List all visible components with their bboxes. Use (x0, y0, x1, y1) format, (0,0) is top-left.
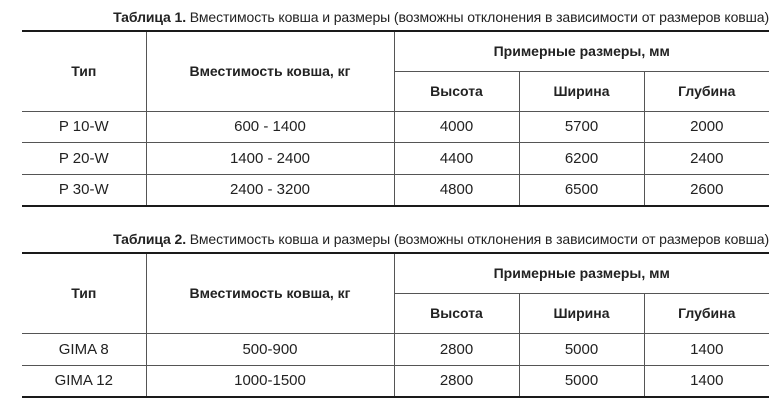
table-2-cell-width: 5000 (519, 333, 644, 365)
table-2-cell-depth: 1400 (644, 365, 769, 397)
table-1-cell-capacity: 1400 - 2400 (146, 142, 394, 174)
table-1-cell-depth: 2000 (644, 111, 769, 142)
table-1-cell-height: 4000 (394, 111, 519, 142)
table-2-header-capacity: Вместимость ковша, кг (146, 253, 394, 333)
table-1-caption-prefix: Таблица 1. (113, 9, 186, 25)
table-1-cell-width: 6200 (519, 142, 644, 174)
table-2-cell-depth: 1400 (644, 333, 769, 365)
table-1-cell-width: 6500 (519, 174, 644, 206)
table-2-cell-type: GIMA 8 (58, 340, 109, 358)
table-2-block (22, 228, 769, 398)
table-1-cell-type: P 20-W (22, 142, 146, 174)
table-2-cell-capacity: 1000-1500 (146, 365, 394, 397)
table-row (22, 365, 769, 397)
table-row (22, 174, 769, 206)
table-1-header-width: Ширина (519, 71, 644, 111)
table-2-header-width: Ширина (519, 293, 644, 333)
table-1-cell-type: P 10-W (58, 118, 109, 135)
table-1-cell-height: 4400 (394, 142, 519, 174)
table-1-cell-type: P 30-W (22, 174, 146, 206)
table-2-cell-height: 2800 (394, 333, 519, 365)
table-1-block (22, 6, 769, 207)
table-1-caption-text: Вместимость ковша и размеры (возможны отклонения в зависимости от размеров ковша) (186, 9, 769, 25)
table-2-cell-capacity: 500-900 (146, 333, 394, 365)
table-2-header-depth: Глубина (644, 293, 769, 333)
table-2-header-dimensions: Примерные размеры, мм (394, 253, 769, 293)
table-2-cell-height: 2800 (394, 365, 519, 397)
table-1-cell-capacity: 600 - 1400 (146, 111, 394, 142)
table-2-caption-prefix: Таблица 2. (113, 231, 186, 247)
table-2-header-height: Высота (394, 293, 519, 333)
table-2-caption (22, 228, 769, 252)
table-2 (22, 252, 769, 398)
table-1-cell-height: 4800 (394, 174, 519, 206)
table-1-header-dimensions: Примерные размеры, мм (394, 31, 769, 71)
table-row (22, 142, 769, 174)
table-1 (22, 30, 769, 207)
table-1-header-depth: Глубина (644, 71, 769, 111)
table-1-header-height: Высота (394, 71, 519, 111)
table-1-caption (22, 6, 769, 30)
table-1-header-capacity: Вместимость ковша, кг (146, 31, 394, 111)
table-1-cell-depth: 2400 (644, 142, 769, 174)
table-row (22, 333, 769, 365)
table-2-cell-type: GIMA 12 (22, 365, 146, 397)
table-2-caption-text: Вместимость ковша и размеры (возможны отклонения в зависимости от размеров ковша) (186, 231, 769, 247)
table-1-cell-width: 5700 (519, 111, 644, 142)
table-1-header-type: Тип (22, 31, 146, 111)
table-1-cell-depth: 2600 (644, 174, 769, 206)
table-2-header-type: Тип (22, 253, 146, 333)
table-row (22, 111, 769, 142)
table-1-cell-capacity: 2400 - 3200 (146, 174, 394, 206)
table-2-cell-width: 5000 (519, 365, 644, 397)
